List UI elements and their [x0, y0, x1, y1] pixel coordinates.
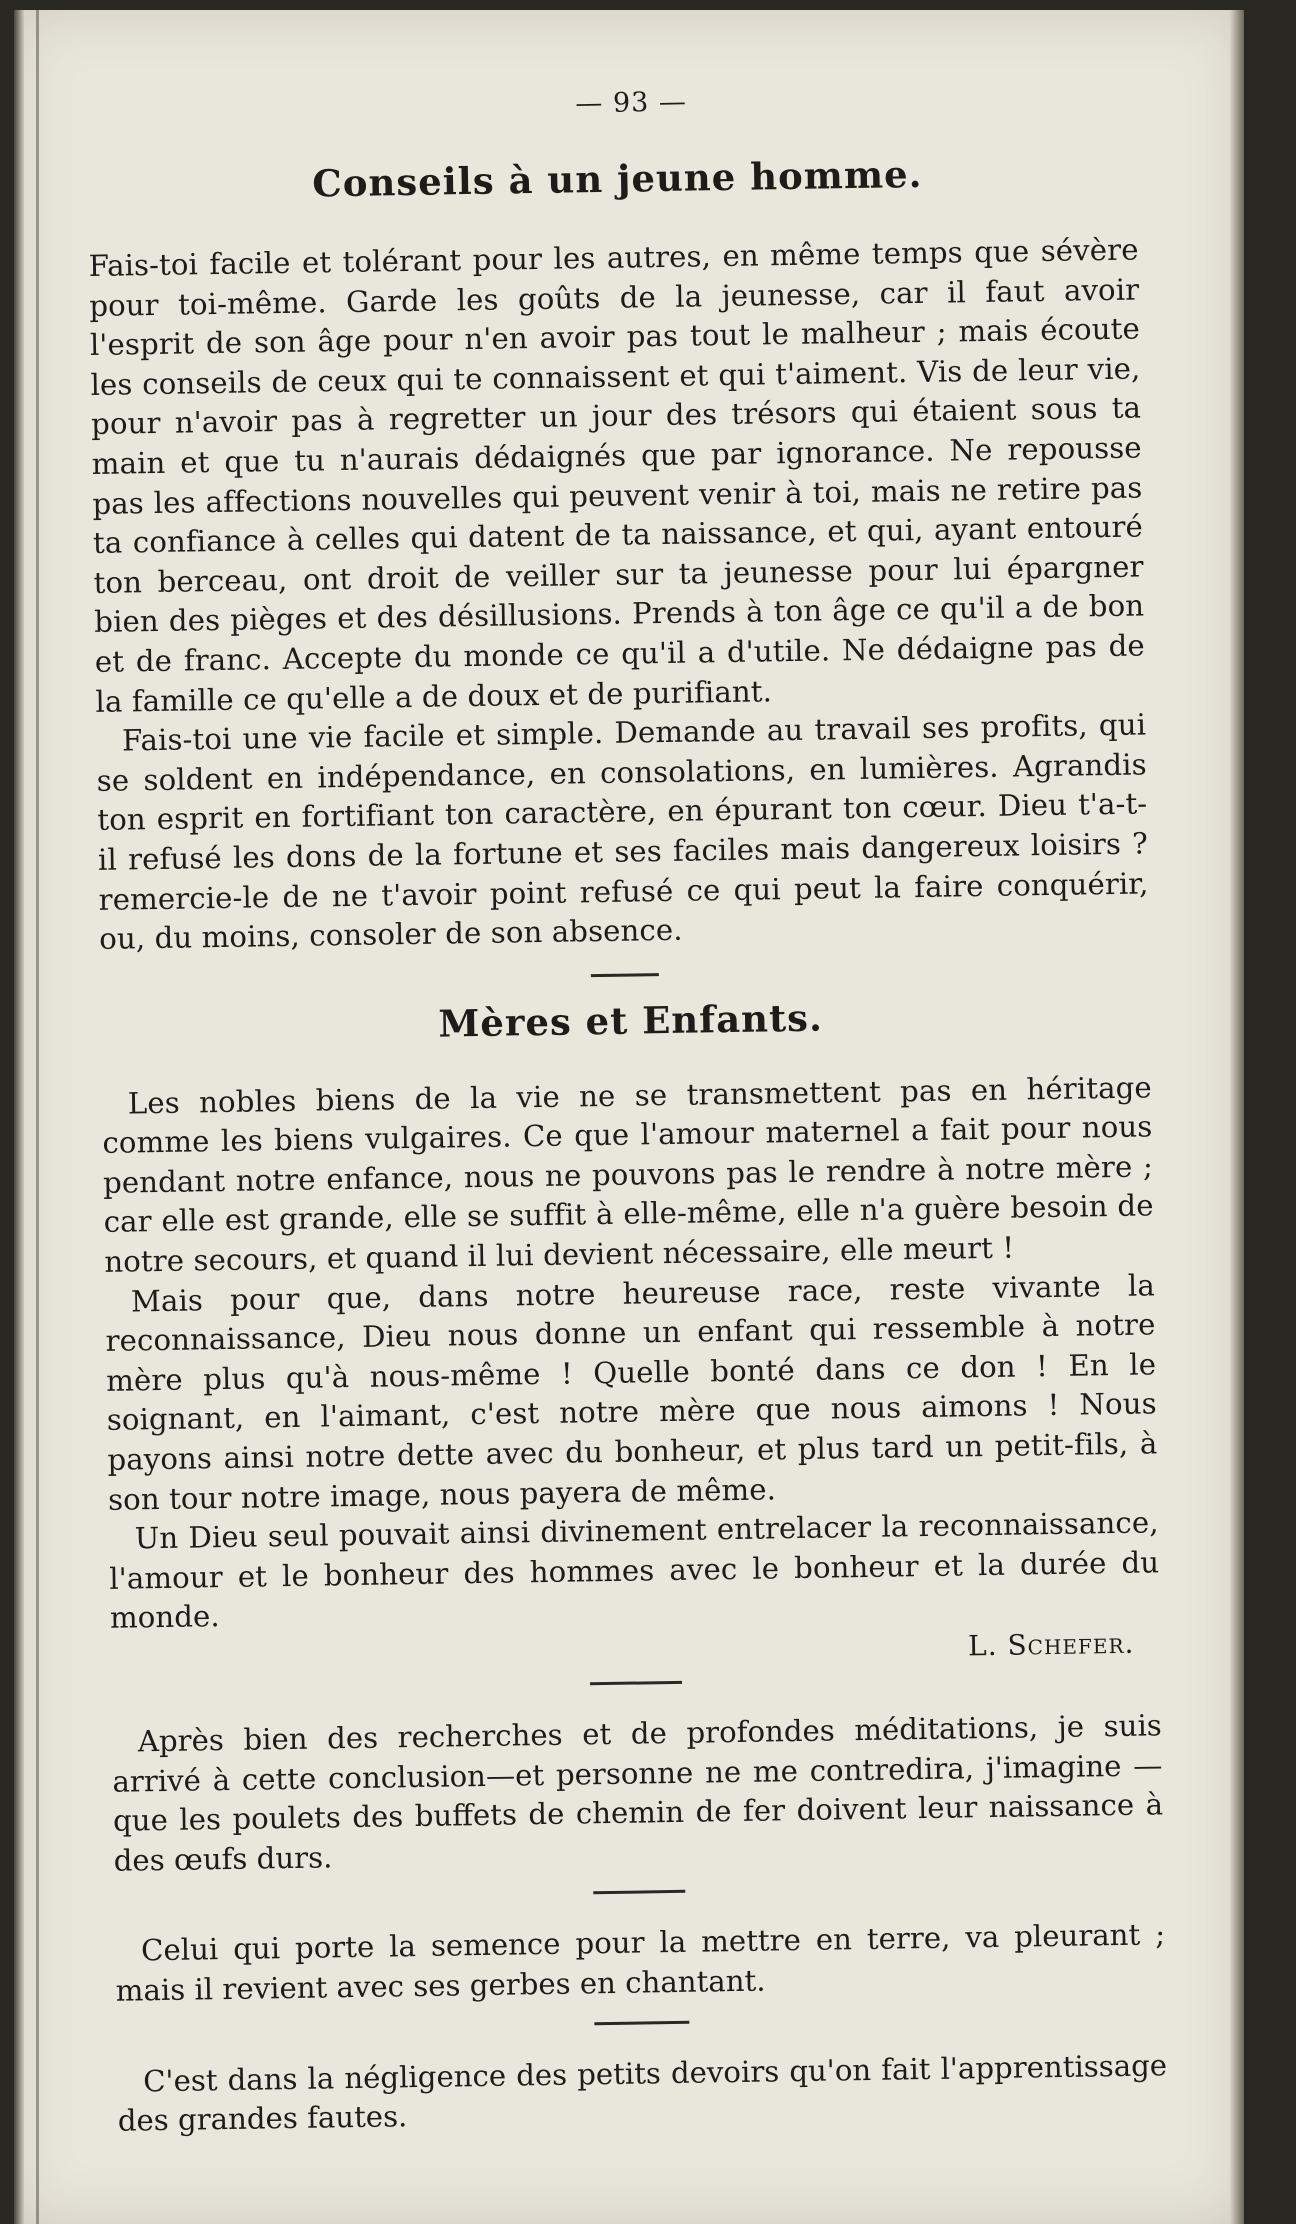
paragraph: Fais-toi facile et tolérant pour les autres, en même temps que sévère pour toi-même. Garde les goûts de la jeunesse, car il faut avoir l'esprit de son âge pour n'en avoir pas tout le malheur ; mais écoute les conseils de ceux qui te connaissent et qui t'aiment. Vis de leur vie, pour n'avoir pas à regretter un jour des trésors qui étaient sous ta main et que tu n'aurais dédaignés que par ignorance. Ne repousse pas les affections nouvelles qui peuvent venir à toi, mais ne retire pas ta confiance à celles qui datent de ta naissance, et qui, ayant entouré ton berceau, ont droit de veiller sur ta jeunesse pour lui épargner bien des pièges et des désillusions. Prends à ton âge ce qu'il a de bon et de franc. Accepte du monde ce qu'il a d'utile. Ne dédaigne pas de la famille ce qu'elle a de doux et de purifiant. [88, 232, 1146, 719]
page-number: — 93 — [575, 86, 688, 120]
page-edge-shadow [1230, 10, 1244, 2224]
section-title-meres: Mères et Enfants. [438, 995, 824, 1046]
maxim: Celui qui porte la semence pour la mettre en terre, va pleurant ; mais il revient avec ses gerbes en chantant. [115, 1917, 1166, 2008]
paragraph: Fais-toi une vie facile et simple. Demande au travail ses profits, qui se soldent en indépendance, en consolations, en lumières. Agrandis ton esprit en fortifiant ton caractère, en épurant ton cœur. Dieu t'a-t-il refusé les dons de la fortune et ses faciles mais dangereux loisirs ? remercie-le de ne t'avoir point refusé ce qui peut la faire conquérir, ou, du moins, consoler de son absence. [96, 707, 1149, 956]
paragraph: Les nobles biens de la vie ne se transmettent pas en héritage comme les biens vulgaires. Ce que l'amour maternel a fait pour nous pendant notre enfance, nous ne pouvons pas le rendre à notre mère ; car elle est grande, elle se suffit à elle-même, elle n'a guère besoin de notre secours, et quand il lui devient nécessaire, elle meurt ! [102, 1070, 1154, 1279]
paragraph: Un Dieu seul pouvait ainsi divinement entrelacer la reconnaissance, l'amour et le bonheur des hommes avec le bonheur et la durée du monde. [109, 1505, 1160, 1636]
maxim: C'est dans la négligence des petits devoirs qu'on fait l'apprentissage des grandes fautes. [117, 2047, 1168, 2138]
section-title-conseils: Conseils à un jeune homme. [311, 151, 923, 206]
gutter-rule [36, 10, 39, 2224]
maxim-divider [593, 1890, 685, 1894]
page-gutter-shadow [14, 10, 24, 2224]
page-content [86, 80, 1168, 2142]
author-signature: L. Schefer. [967, 1626, 1135, 1663]
paragraph: Mais pour que, dans notre heureuse race, reste vivante la reconnaissance, Dieu nous donne un enfant qui ressemble à notre mère plus qu'à nous-même ! Quelle bonté dans ce don ! En le soignant, en l'aimant, c'est notre mère que nous aimons ! Nous payons ainsi notre dette avec du bonheur, et plus tard un petit-fils, à son tour notre image, nous payera de même. [105, 1268, 1158, 1517]
maxim-divider [594, 2020, 689, 2024]
maxim-divider [590, 1681, 682, 1685]
section-divider [591, 973, 659, 977]
maxim: Après bien des recherches et de profondes méditations, je suis arrivé à cette conclusion—et personne ne me contredira, j'imagine —que les poulets des buffets de chemin de fer doivent leur naissance à des œufs durs. [112, 1708, 1164, 1878]
